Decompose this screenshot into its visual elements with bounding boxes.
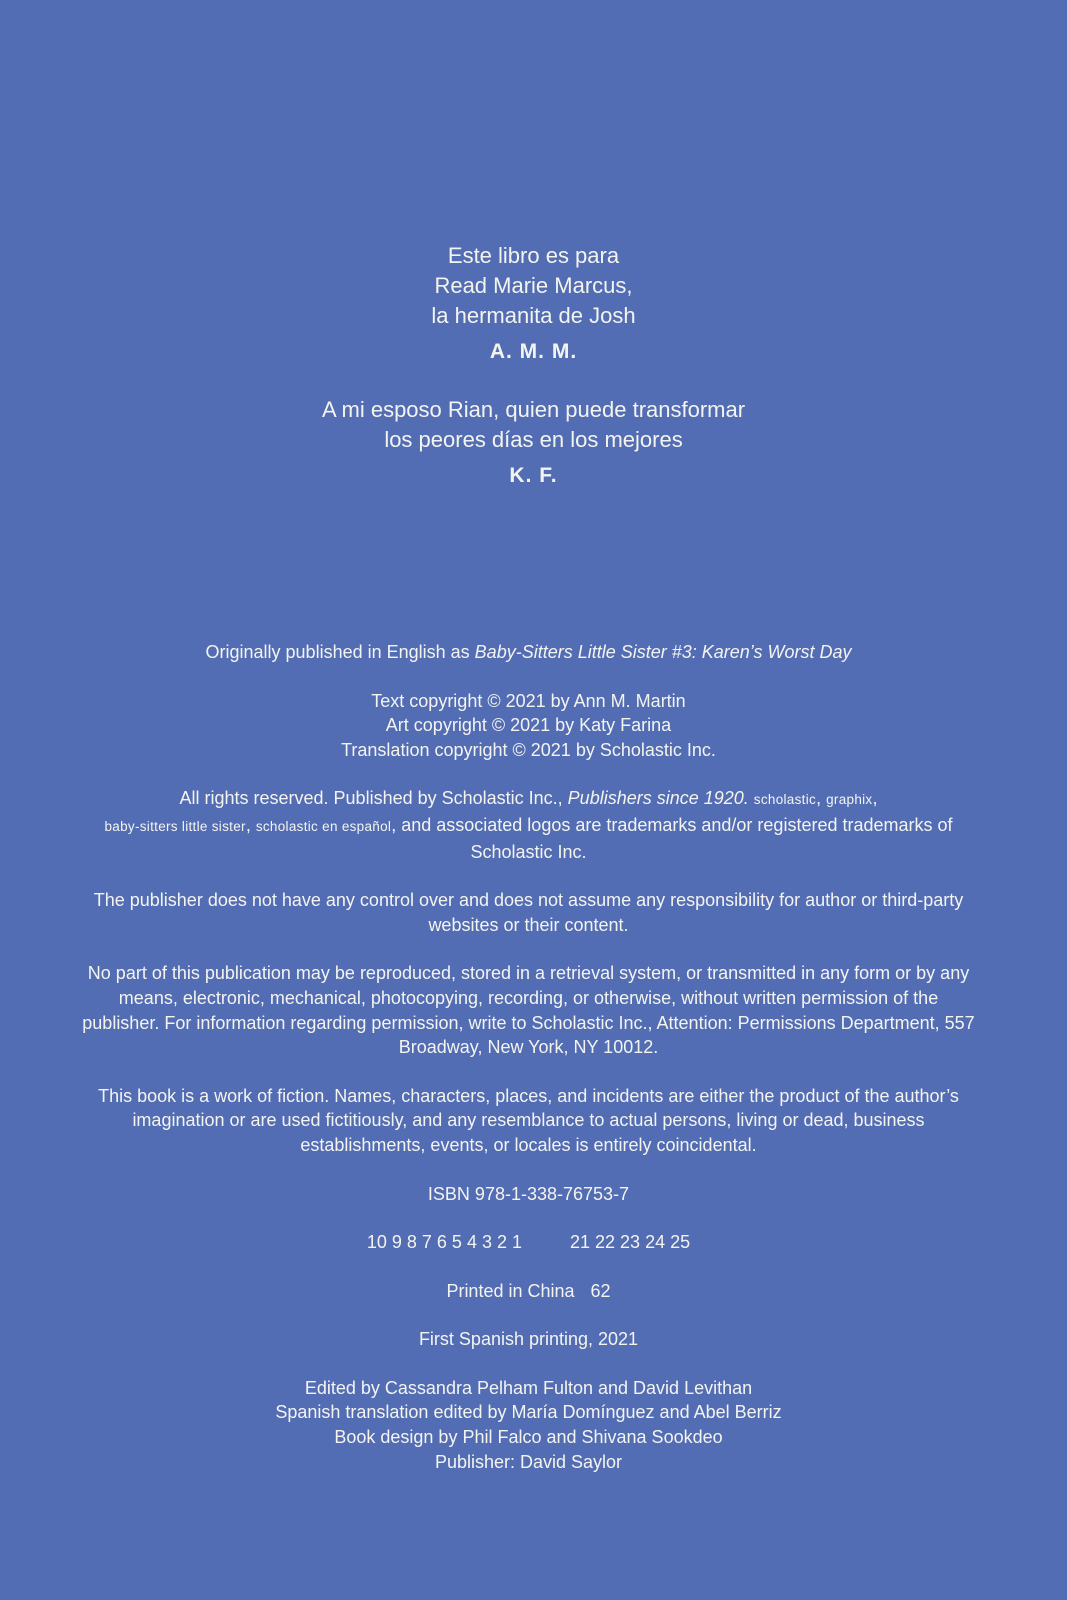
credit-publisher: Publisher: David Saylor xyxy=(434,1451,623,1472)
text-copyright: Text copyright © 2021 by Ann M. Martin xyxy=(371,690,686,711)
printer-code: 62 xyxy=(590,1280,611,1301)
rights-reserved xyxy=(80,786,977,864)
trademark-bsls: baby-sitters little sister xyxy=(104,818,246,834)
printed-in xyxy=(80,1279,977,1304)
credit-translation-editors: Spanish translation edited by María Domínguez and Abel Berriz xyxy=(275,1402,782,1423)
dedication-line: Read Marie Marcus, xyxy=(434,273,633,298)
trademark-graphix: graphix xyxy=(826,792,873,808)
original-prefix: Originally published in English as xyxy=(205,642,475,662)
publisher-control-notice: The publisher does not have any control over and does not assume any responsibility for author or third-party websites or their content. xyxy=(93,890,964,935)
trademark-scholastic-en-espanol: scholastic en español xyxy=(255,818,392,834)
credit-editors: Edited by Cassandra Pelham Fulton and David Levithan xyxy=(304,1377,753,1398)
impression-numbers: 10 9 8 7 6 5 4 3 2 1 xyxy=(366,1232,522,1253)
publishers-since: Publishers since 1920. xyxy=(567,788,749,809)
dedication-line: los peores días en los mejores xyxy=(384,427,683,452)
dedication-illustrator xyxy=(0,395,1067,491)
original-title: Baby-Sitters Little Sister #3: Karen’s Worst Day xyxy=(474,642,852,662)
dedication-author xyxy=(0,241,1067,367)
copyright-page xyxy=(80,640,977,1474)
credit-design: Book design by Phil Falco and Shivana Sookdeo xyxy=(334,1427,723,1448)
dedication-line: la hermanita de Josh xyxy=(431,303,636,328)
art-copyright: Art copyright © 2021 by Katy Farina xyxy=(385,715,672,736)
rights-text: , and associated logos are trademarks and/or registered trademarks of Scholastic Inc. xyxy=(391,814,953,862)
fiction-disclaimer: This book is a work of fiction. Names, characters, places, and incidents are either the product of the author’s imagination or are used fictitiously, and any resemblance to actual persons, living or dead, business establishments, events, or locales is entirely coincidental. xyxy=(98,1085,959,1155)
no-reproduction-notice: No part of this publication may be reproduced, stored in a retrieval system, or transmitted in any form or by any means, electronic, mechanical, photocopying, recording, or otherwise, without written permission of the publisher. For information regarding permission, write to Scholastic Inc., Attention: Permissions Department, 557 Broadway, New York, NY 10012. xyxy=(82,963,975,1058)
separator: , xyxy=(245,814,256,835)
printed-place: Printed in China xyxy=(446,1280,575,1301)
year-numbers: 21 22 23 24 25 xyxy=(570,1232,691,1253)
dedication-initials: A. M. M. xyxy=(489,340,578,363)
original-publication xyxy=(80,640,977,665)
copyright-notices xyxy=(80,689,977,763)
printing-line xyxy=(80,1230,977,1255)
isbn: ISBN 978-1-338-76753-7 xyxy=(427,1183,630,1204)
first-printing: First Spanish printing, 2021 xyxy=(418,1329,639,1350)
dedication-initials: K. F. xyxy=(509,464,558,487)
separator: , xyxy=(872,788,878,809)
credits xyxy=(80,1376,977,1474)
separator: , xyxy=(816,788,827,809)
dedication-line: A mi esposo Rian, quien puede transformar xyxy=(321,397,746,422)
translation-copyright: Translation copyright © 2021 by Scholastic Inc. xyxy=(341,739,716,760)
trademark-scholastic: scholastic xyxy=(753,792,817,808)
dedication-line: Este libro es para xyxy=(447,243,620,268)
rights-text: All rights reserved. Published by Scholastic Inc., xyxy=(179,788,568,809)
dedications xyxy=(0,241,1067,491)
